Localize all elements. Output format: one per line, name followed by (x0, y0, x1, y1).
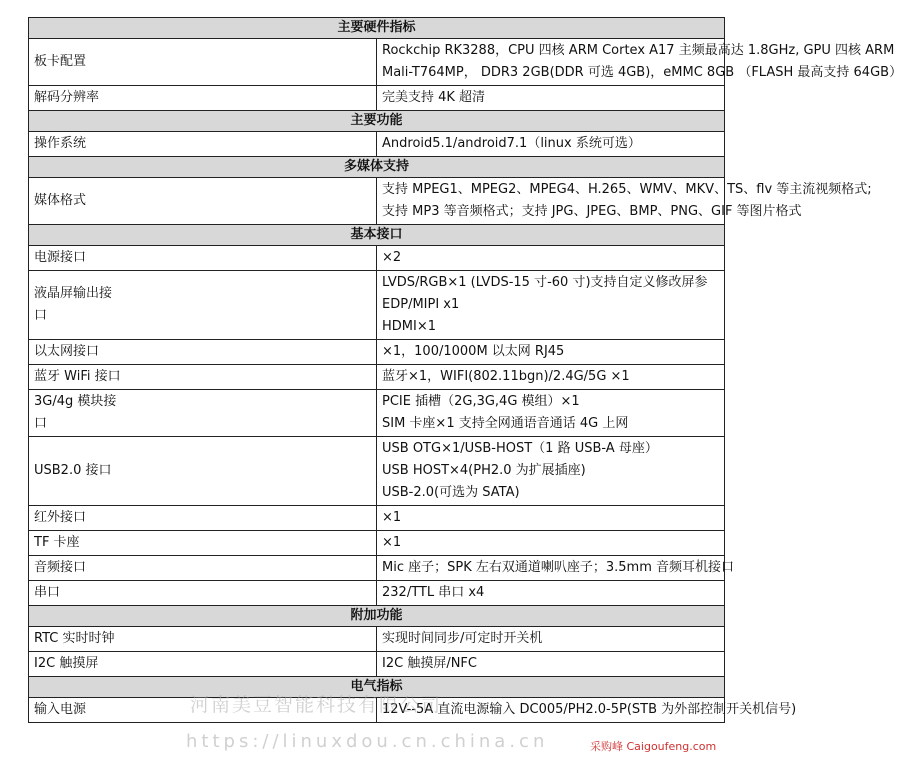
spec-row (29, 581, 725, 606)
spec-value-line: Android5.1/android7.1（linux 系统可选） (382, 136, 641, 151)
spec-value-line: ×1 (382, 535, 402, 550)
section-title: 主要硬件指标 (29, 18, 725, 39)
spec-label (29, 581, 377, 606)
spec-label-line: 解码分辨率 (34, 90, 100, 105)
spec-value (377, 627, 725, 652)
spec-value-line: SIM 卡座×1 支持全网通语音通话 4G 上网 (382, 416, 629, 431)
spec-value (377, 506, 725, 531)
spec-value (377, 132, 725, 157)
spec-label (29, 556, 377, 581)
spec-value-line: LVDS/RGB×1 (LVDS-15 寸-60 寸)支持自定义修改屏参 (382, 275, 708, 290)
spec-table (28, 17, 902, 723)
section-title: 附加功能 (29, 606, 725, 627)
spec-value-line: HDMI×1 (382, 319, 436, 334)
spec-row (29, 178, 725, 225)
watermark-url: https://linuxdou.cn.china.cn (186, 731, 549, 752)
spec-value (377, 581, 725, 606)
spec-value-line: 支持 MPEG1、MPEG2、MPEG4、H.265、WMV、MKV、TS、flv 等主流视频格式; (382, 182, 872, 197)
spec-label-line: 音频接口 (34, 560, 87, 575)
section-header-row (29, 111, 725, 132)
spec-label (29, 437, 377, 506)
spec-label-line: 输入电源 (34, 702, 87, 717)
section-header-row (29, 677, 725, 698)
spec-value-line: ×1 (382, 510, 402, 525)
spec-value-line: Mali-T764MP， DDR3 2GB(DDR 可选 4GB)，eMMC 8GB （FLASH 最高支持 64GB） (382, 65, 902, 80)
spec-label (29, 506, 377, 531)
spec-value (377, 556, 734, 581)
spec-label (29, 86, 377, 111)
section-header-row (29, 225, 725, 246)
spec-row (29, 132, 725, 157)
spec-value-line: Mic 座子；SPK 左右双通道喇叭座子；3.5mm 音频耳机接口 (382, 560, 734, 575)
spec-label (29, 132, 377, 157)
spec-row (29, 365, 725, 390)
watermark-company: 河南美豆智能科技有限公司 (190, 694, 443, 716)
section-header-row (29, 18, 725, 39)
spec-row (29, 698, 725, 723)
spec-row (29, 531, 725, 556)
spec-value (377, 39, 902, 86)
spec-label (29, 271, 377, 340)
spec-value-line: 完美支持 4K 超清 (382, 90, 486, 105)
spec-value (377, 271, 725, 340)
spec-value-line: 12V--5A 直流电源输入 DC005/PH2.0-5P(STB 为外部控制开关机信号) (382, 702, 797, 717)
spec-value (377, 246, 725, 271)
spec-label (29, 390, 377, 437)
spec-row (29, 506, 725, 531)
spec-label (29, 39, 377, 86)
spec-label-line: RTC 实时时钟 (34, 631, 115, 646)
spec-row (29, 390, 725, 437)
spec-value (377, 86, 725, 111)
spec-label-line: 红外接口 (34, 510, 87, 525)
spec-label-line: TF 卡座 (34, 535, 80, 550)
spec-value (377, 698, 797, 723)
spec-value (377, 437, 725, 506)
spec-label (29, 246, 377, 271)
spec-label-line: 串口 (34, 585, 61, 600)
spec-value-line: USB HOST×4(PH2.0 为扩展插座) (382, 463, 586, 478)
spec-value (377, 178, 872, 225)
spec-value (377, 340, 725, 365)
spec-value-line: 蓝牙×1，WIFI(802.11bgn)/2.4G/5G ×1 (382, 369, 630, 384)
spec-row (29, 437, 725, 506)
section-title: 主要功能 (29, 111, 725, 132)
section-header-row (29, 157, 725, 178)
spec-value (377, 390, 725, 437)
spec-label (29, 627, 377, 652)
spec-value-line: USB-2.0(可选为 SATA) (382, 485, 520, 500)
spec-label-line: 电源接口 (34, 250, 87, 265)
spec-value (377, 531, 725, 556)
spec-label-line: 3G/4g 模块接 (34, 394, 117, 409)
spec-row (29, 246, 725, 271)
spec-label (29, 652, 377, 677)
spec-value-line: 实现时间同步/可定时开关机 (382, 631, 543, 646)
spec-value-line: PCIE 插槽（2G,3G,4G 模组）×1 (382, 394, 580, 409)
spec-value (377, 365, 725, 390)
spec-label-line: 板卡配置 (34, 54, 87, 69)
spec-value-line: EDP/MIPI x1 (382, 297, 460, 312)
spec-label-line: 以太网接口 (34, 344, 100, 359)
spec-value-line: 支持 MP3 等音频格式；支持 JPG、JPEG、BMP、PNG、GIF 等图片格式 (382, 204, 802, 219)
spec-label (29, 178, 377, 225)
spec-label-line: 口 (34, 416, 48, 431)
section-header-row (29, 606, 725, 627)
spec-label-line: 媒体格式 (34, 193, 87, 208)
spec-label-line: 蓝牙 WiFi 接口 (34, 369, 121, 384)
section-title: 多媒体支持 (29, 157, 725, 178)
spec-value-line: 232/TTL 串口 x4 (382, 585, 485, 600)
spec-label (29, 365, 377, 390)
spec-row (29, 627, 725, 652)
section-title: 基本接口 (29, 225, 725, 246)
spec-label-line: 液晶屏输出接 (34, 286, 113, 301)
spec-label-line: I2C 触摸屏 (34, 656, 99, 671)
spec-label-line: 口 (34, 308, 48, 323)
spec-row (29, 39, 725, 86)
spec-value-line: Rockchip RK3288，CPU 四核 ARM Cortex A17 主频最高达 1.8GHz, GPU 四核 ARM (382, 43, 895, 58)
spec-row (29, 86, 725, 111)
spec-row (29, 271, 725, 340)
spec-label (29, 531, 377, 556)
spec-row (29, 340, 725, 365)
spec-label-line: USB2.0 接口 (34, 463, 112, 478)
spec-value (377, 652, 725, 677)
spec-row (29, 556, 725, 581)
spec-table-body (29, 18, 902, 723)
spec-value-line: ×2 (382, 250, 402, 265)
spec-row (29, 652, 725, 677)
spec-label-line: 操作系统 (34, 136, 87, 151)
spec-value-line: USB OTG×1/USB-HOST（1 路 USB-A 母座） (382, 441, 658, 456)
spec-value-line: I2C 触摸屏/NFC (382, 656, 477, 671)
section-title: 电气指标 (29, 677, 725, 698)
spec-label (29, 698, 377, 723)
spec-label (29, 340, 377, 365)
watermark-brand: 采购峰 Caigoufeng.com (590, 740, 717, 753)
spec-value-line: ×1，100/1000M 以太网 RJ45 (382, 344, 565, 359)
